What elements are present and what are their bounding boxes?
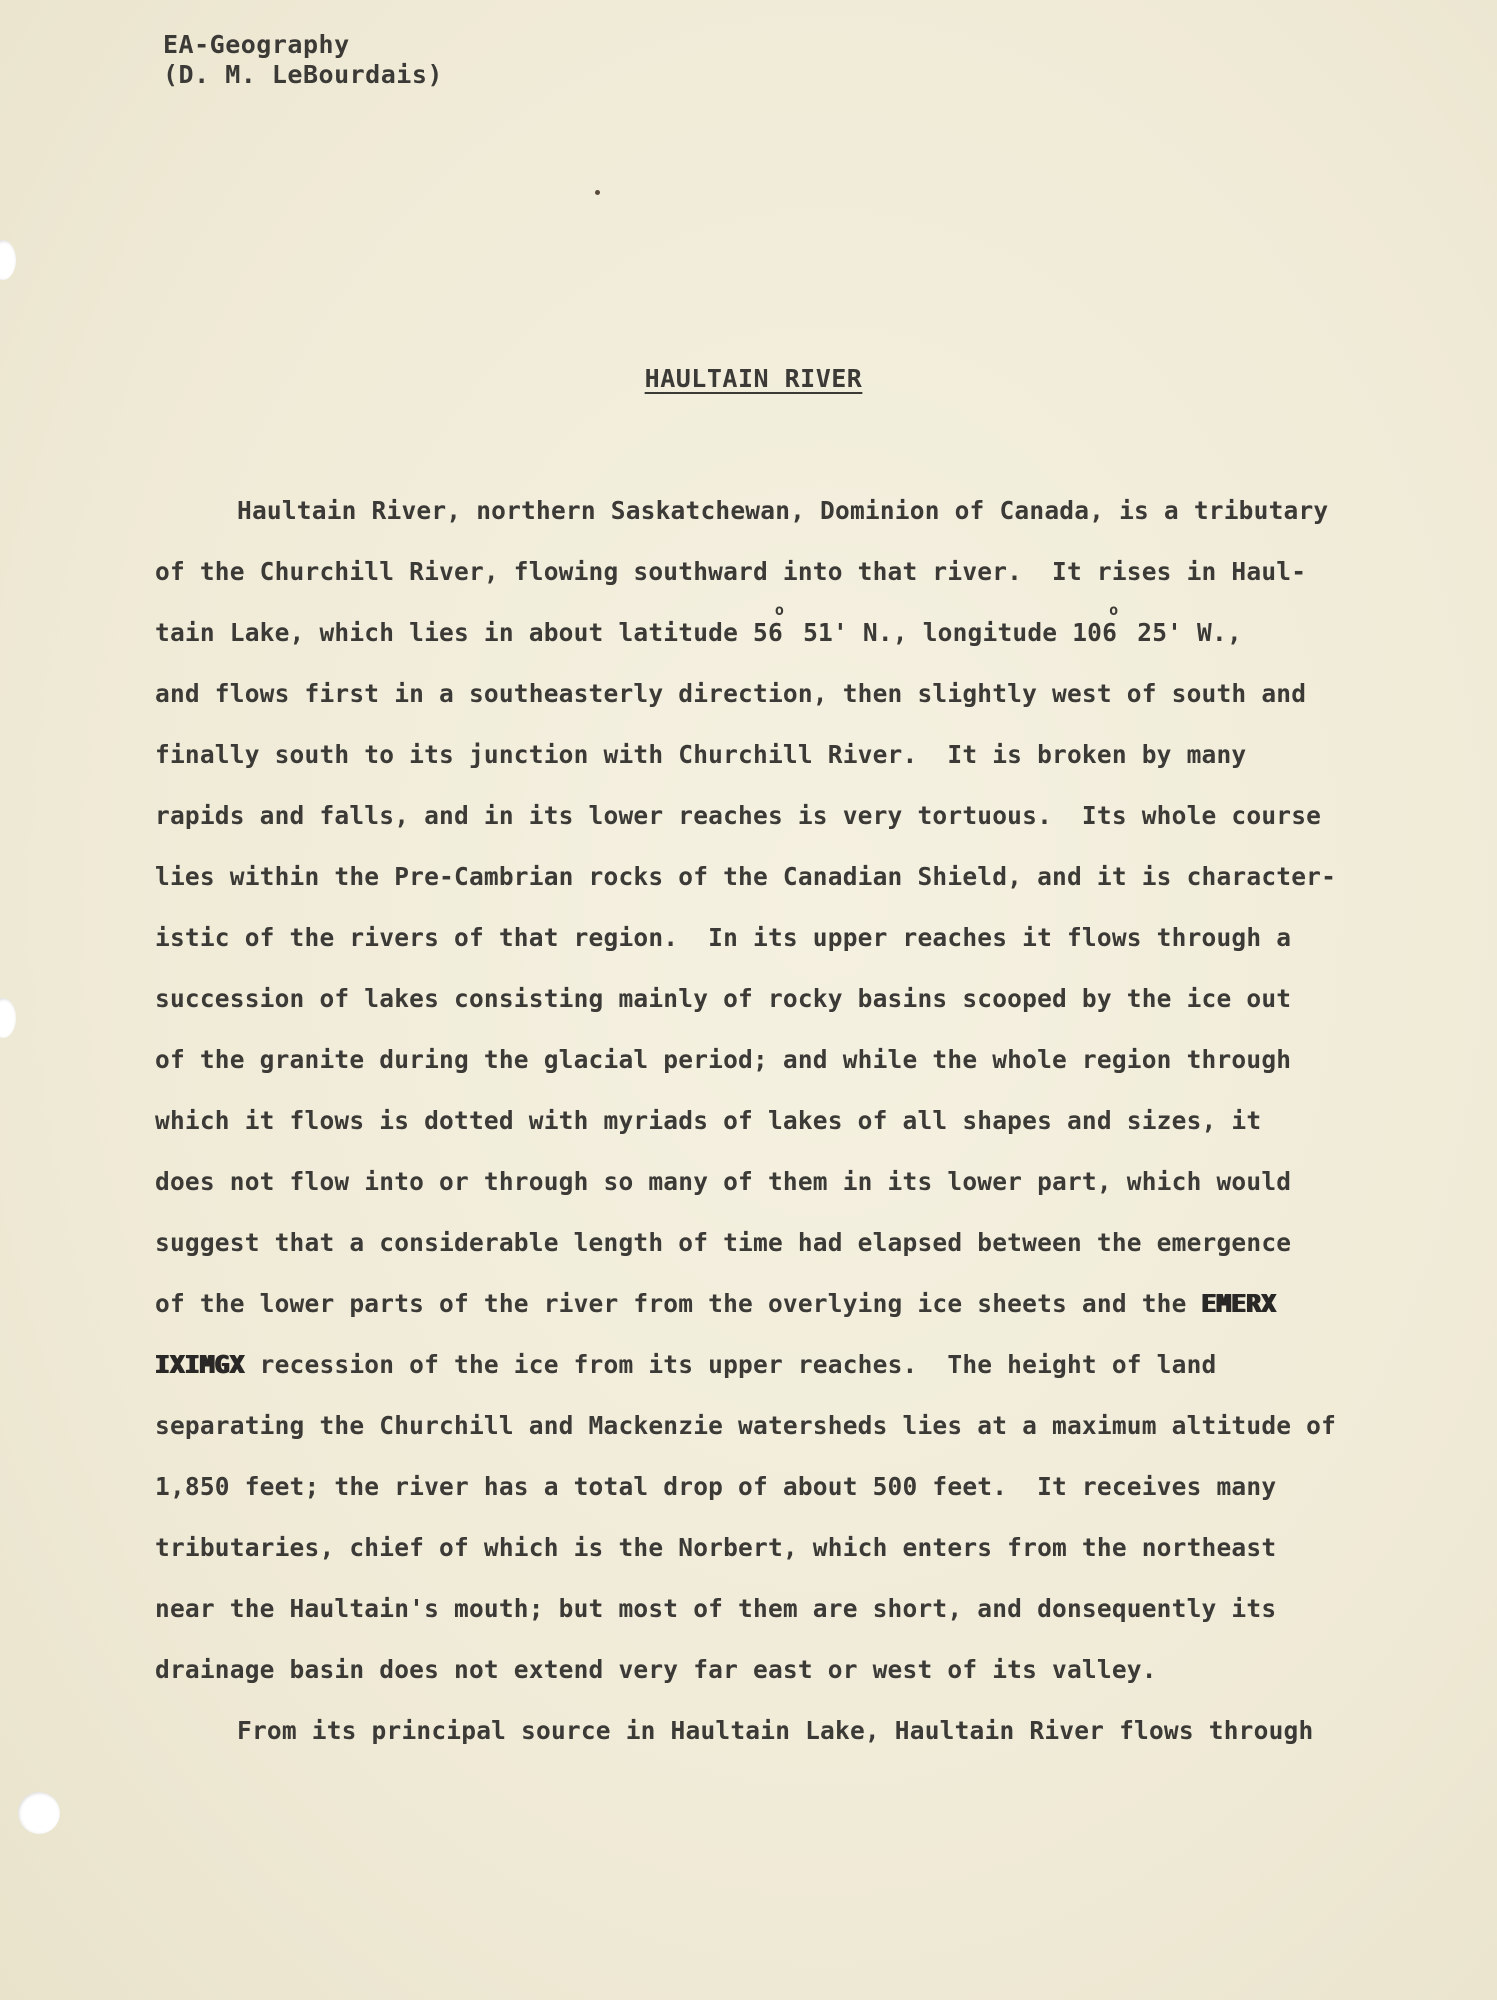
degree-mark: o [774,601,785,619]
punch-hole [18,1792,60,1834]
text-line [155,1273,1375,1334]
text-segment: tain Lake, which lies in about latitude 56 [155,618,783,647]
text-line: rapids and falls, and in its lower reaches is very tortuous. Its whole course [155,801,1322,830]
struck-out-text: EMERX [1201,1289,1277,1318]
text-line: suggest that a considerable length of time had elapsed between the emergence [155,1228,1292,1257]
text-line [155,1334,1375,1395]
text-line [155,602,1375,663]
text-line: From its principal source in Haultain Lake, Haultain River flows through [237,1716,1314,1745]
text-line: which it flows is dotted with myriads of lakes of all shapes and sizes, it [155,1106,1262,1135]
document-header [163,30,443,90]
text-line: of the granite during the glacial period; and while the whole region through [155,1045,1292,1074]
text-line: succession of lakes consisting mainly of rocky basins scooped by the ice out [155,984,1292,1013]
text-segment: 51' N., longitude 106 [788,618,1118,647]
text-line: and flows first in a southeasterly direction, then slightly west of south and [155,679,1307,708]
title-text: HAULTAIN RIVER [644,364,863,393]
text-line: finally south to its junction with Churchill River. It is broken by many [155,740,1247,769]
punch-hole [0,240,16,280]
author-label: (D. M. LeBourdais) [163,60,443,89]
text-line: separating the Churchill and Mackenzie watersheds lies at a maximum altitude of [155,1411,1337,1440]
text-segment: 25' W., [1122,618,1242,647]
text-line: 1,850 feet; the river has a total drop of about 500 feet. It receives many [155,1472,1277,1501]
subject-label: EA-Geography [163,30,350,59]
text-line: does not flow into or through so many of them in its lower part, which would [155,1167,1292,1196]
struck-out-text: IXIMGX [155,1350,245,1379]
text-line: Haultain River, northern Saskatchewan, Dominion of Canada, is a tributary [237,496,1329,525]
punch-hole [0,998,16,1038]
text-segment: of the lower parts of the river from the overlying ice sheets and the [155,1289,1202,1318]
text-line: drainage basin does not extend very far east or west of its valley. [155,1655,1157,1684]
text-segment: recession of the ice from its upper reaches. The height of land [244,1350,1217,1379]
text-line: tributaries, chief of which is the Norbert, which enters from the northeast [155,1533,1277,1562]
text-line: lies within the Pre-Cambrian rocks of the Canadian Shield, and it is character- [155,862,1337,891]
page-title [0,364,1497,393]
ink-dot [595,190,600,195]
text-line: istic of the rivers of that region. In its upper reaches it flows through a [155,923,1292,952]
text-line: of the Churchill River, flowing southward into that river. It rises in Haul- [155,557,1307,586]
text-line: near the Haultain's mouth; but most of them are short, and donsequently its [155,1594,1277,1623]
degree-mark: o [1109,601,1119,619]
body-text [155,480,1375,1761]
